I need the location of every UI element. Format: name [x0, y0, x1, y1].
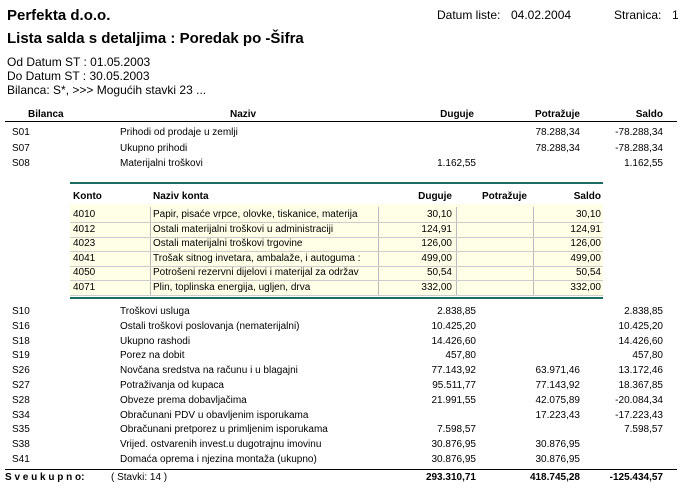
row-name: Obračunani PDV u obavljenim isporukama	[120, 409, 309, 421]
row-name: Troškovi usluga	[120, 306, 190, 317]
row-saldo: 13.172,46	[618, 365, 663, 377]
detail-row	[70, 282, 603, 295]
detail-duguje: 30,10	[426, 209, 452, 220]
row-code: S35	[12, 424, 30, 436]
row-name: Materijalni troškovi	[120, 158, 203, 169]
row-saldo: 14.426,60	[618, 335, 663, 347]
detail-saldo: 332,00	[570, 281, 601, 293]
datum-liste-label: Datum liste:	[437, 8, 501, 22]
bilanca-filter: Bilanca: S*, >>> Mogućih stavki 23 ...	[7, 83, 207, 97]
row-potrazuje: 30.876,95	[535, 454, 580, 465]
detail-duguje: 332,00	[421, 281, 452, 293]
detail-row	[70, 267, 603, 280]
detail-row	[70, 209, 603, 222]
col-potrazuje: Potražuje	[534, 109, 580, 120]
row-name: Obveze prema dobavljačima	[120, 394, 247, 406]
row-name: Vrijed. ostvarenih invest.u dugotrajnu imovinu	[120, 439, 322, 451]
row-duguje: 14.426,60	[431, 335, 476, 347]
row-duguje: 21.991,55	[431, 394, 476, 406]
row-saldo: -20.084,34	[615, 394, 663, 406]
row-name: Ukupno rashodi	[120, 335, 191, 347]
row-duguje: 10.425,20	[431, 320, 476, 332]
detail-saldo: 50,54	[575, 267, 601, 278]
detail-konto: 4023	[73, 238, 96, 249]
row-name: Ostali troškovi poslovanja (nematerijalni)	[120, 320, 300, 332]
row-code: S27	[12, 380, 30, 391]
do-datum: Do Datum ST : 30.05.2003	[7, 69, 150, 83]
totals-stavki: ( Stavki: 14 )	[111, 472, 168, 483]
header-rule	[5, 121, 677, 122]
row-name: Potraživanja od kupaca	[120, 380, 224, 391]
row-saldo: 1.162,55	[624, 158, 663, 169]
totals-saldo: -125.434,57	[609, 472, 663, 483]
col-duguje: Duguje	[440, 109, 474, 120]
detail-saldo: 499,00	[570, 252, 601, 264]
row-potrazuje: 42.075,89	[535, 394, 580, 406]
detail-naziv: Plin, toplinska energija, ugljen, drva	[153, 281, 311, 293]
row-duguje: 95.511,77	[432, 380, 476, 391]
detail-duguje: 50,54	[426, 267, 452, 278]
row-saldo: 2.838,85	[624, 306, 663, 317]
detail-row	[70, 238, 603, 251]
detail-col-konto: Konto	[73, 191, 102, 202]
row-code: S10	[12, 306, 30, 317]
row-code: S08	[12, 158, 30, 169]
col-saldo: Saldo	[635, 109, 663, 120]
row-duguje: 457,80	[445, 350, 476, 362]
detail-konto: 4071	[73, 281, 96, 293]
row-potrazuje: 78.288,34	[535, 127, 580, 138]
detail-bottom-rule	[70, 297, 603, 299]
row-name: Novčana sredstva na računu i u blagajni	[120, 365, 298, 377]
row-code: S26	[12, 365, 30, 377]
detail-konto: 4012	[73, 223, 96, 235]
detail-row	[70, 253, 603, 266]
row-duguje: 30.876,95	[431, 439, 476, 451]
row-potrazuje: 30.876,95	[535, 439, 580, 451]
row-duguje: 30.876,95	[431, 454, 476, 465]
row-code: S34	[12, 409, 30, 421]
row-saldo: -17.223,43	[615, 409, 663, 421]
stranica-label: Stranica:	[614, 8, 662, 22]
row-duguje: 7.598,57	[437, 424, 476, 436]
detail-saldo: 124,91	[570, 223, 601, 235]
detail-row-rule	[70, 295, 603, 296]
datum-liste-value: 04.02.2004	[511, 8, 572, 22]
row-saldo: 18.367,85	[618, 380, 663, 391]
detail-konto: 4010	[73, 209, 96, 220]
row-code: S18	[12, 335, 30, 347]
row-potrazuje: 63.971,46	[535, 365, 580, 377]
row-potrazuje: 77.143,92	[535, 380, 580, 391]
detail-naziv: Papir, pisaće vrpce, olovke, tiskanice, materija	[153, 209, 358, 220]
row-saldo: -78.288,34	[615, 142, 663, 154]
detail-duguje: 126,00	[421, 238, 452, 249]
detail-header	[70, 191, 603, 204]
row-duguje: 77.143,92	[431, 365, 476, 377]
report-title: Lista salda s detaljima : Poredak po -Šifra	[7, 30, 304, 47]
row-potrazuje: 78.288,34	[535, 142, 580, 154]
row-code: S01	[12, 127, 30, 138]
row-name: Ukupno prihodi	[120, 142, 188, 154]
totals-label: S v e u k u p n o:	[5, 472, 85, 483]
row-duguje: 2.838,85	[437, 306, 476, 317]
company-name: Perfekta d.o.o.	[7, 7, 111, 24]
detail-col-duguje: Duguje	[418, 191, 452, 202]
totals-potrazuje: 418.745,28	[529, 472, 580, 483]
detail-row	[70, 224, 603, 237]
detail-naziv: Ostali materijalni troškovi trgovine	[153, 238, 303, 249]
row-code: S19	[12, 350, 30, 362]
row-saldo: -78.288,34	[615, 127, 663, 138]
detail-saldo: 30,10	[575, 209, 601, 220]
detail-duguje: 499,00	[421, 252, 452, 264]
row-duguje: 1.162,55	[437, 158, 476, 169]
row-saldo: 457,80	[632, 350, 663, 362]
detail-col-potrazuje: Potražuje	[481, 191, 527, 202]
detail-saldo: 126,00	[570, 238, 601, 249]
row-name: Prihodi od prodaje u zemlji	[120, 127, 238, 138]
detail-naziv: Trošak sitnog invetara, ambalaže, i autoguma :	[153, 252, 361, 264]
row-saldo: 10.425,20	[618, 320, 663, 332]
row-name: Porez na dobit	[120, 350, 185, 362]
detail-col-saldo: Saldo	[573, 191, 601, 202]
row-code: S16	[12, 320, 30, 332]
totals-duguje: 293.310,71	[425, 472, 476, 483]
row-code: S28	[12, 394, 30, 406]
totals-rule	[5, 469, 677, 470]
row-name: Obračunani pretporez u primljenim isporukama	[120, 424, 328, 436]
detail-konto: 4050	[73, 267, 96, 278]
detail-naziv: Potrošeni rezervni dijelovi i materijal za održav	[153, 267, 359, 278]
detail-konto: 4041	[73, 252, 96, 264]
detail-duguje: 124,91	[421, 223, 452, 235]
detail-naziv: Ostali materijalni troškovi u administraciji	[153, 223, 334, 235]
row-potrazuje: 17.223,43	[535, 409, 580, 421]
row-code: S07	[12, 142, 30, 154]
od-datum: Od Datum ST : 01.05.2003	[7, 55, 151, 69]
row-saldo: 7.598,57	[624, 424, 663, 436]
stranica-value: 1	[672, 8, 679, 22]
row-code: S38	[12, 439, 30, 451]
row-name: Domaća oprema i njezina montaža (ukupno)	[120, 454, 317, 465]
row-code: S41	[12, 454, 30, 465]
detail-col-naziv: Naziv konta	[153, 191, 209, 202]
detail-top-rule	[70, 182, 603, 184]
col-bilanca: Bilanca	[28, 109, 64, 120]
col-naziv: Naziv	[230, 109, 257, 120]
